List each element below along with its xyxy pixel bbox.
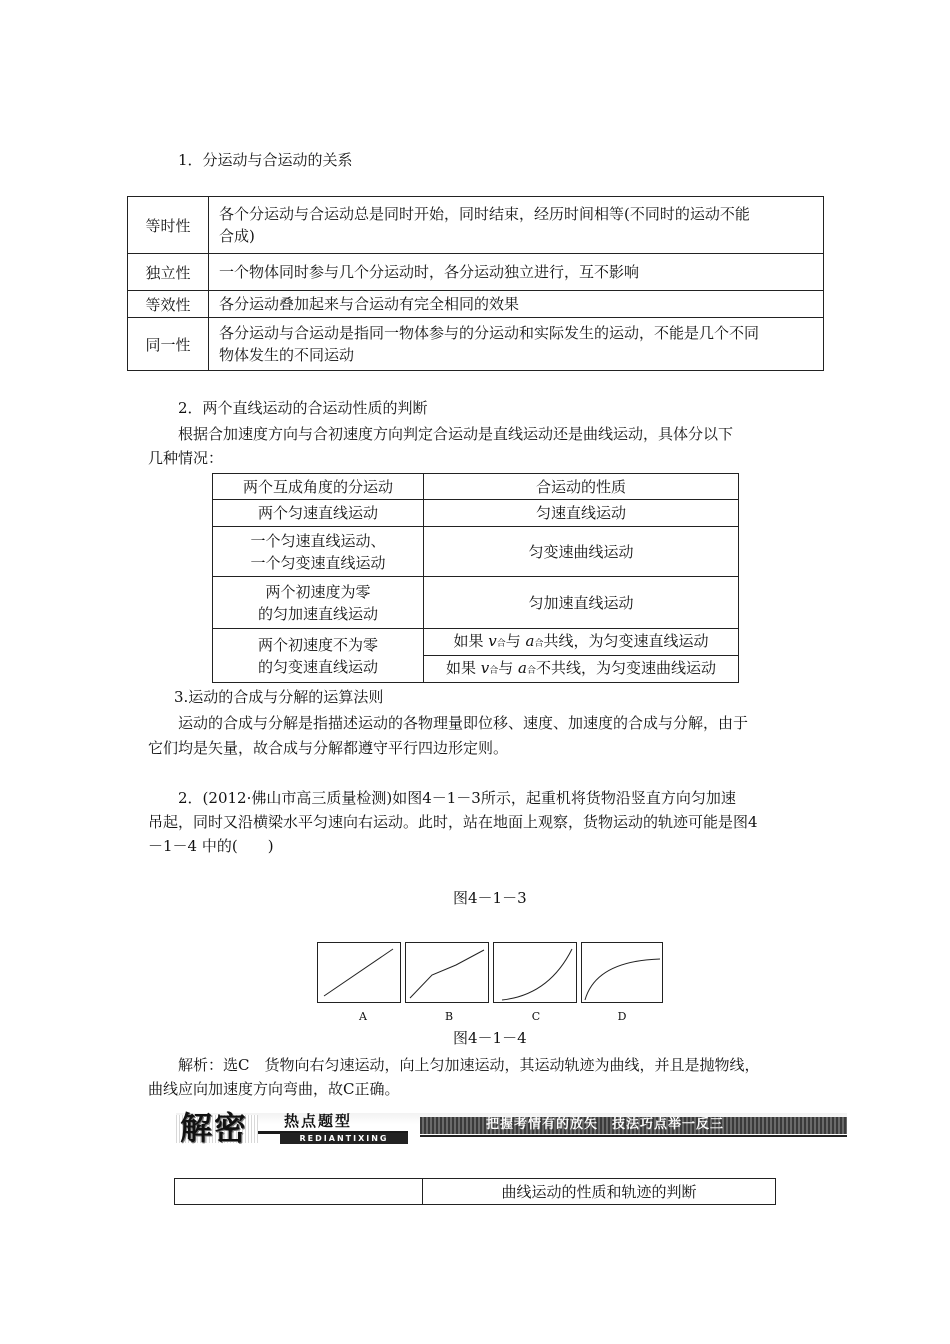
section3-line2: 它们均是矢量，故合成与分解都遵守平行四边形定则。 [148, 739, 509, 757]
row-key: 等时性 [128, 197, 209, 254]
section1-heading: 1．分运动与合运动的关系 [178, 151, 353, 169]
section2-paragraph-line1: 根据合加速度方向与合初速度方向判定合运动是直线运动还是曲线运动，具体分以下 [178, 425, 734, 443]
row-key: 同一性 [128, 318, 209, 371]
row-key: 等效性 [128, 291, 209, 318]
table-row [213, 629, 739, 656]
trajectory-panel-c [493, 942, 577, 1003]
row-value: 一个物体同时参与几个分运动时，各分运动独立进行，互不影响 [209, 254, 824, 291]
question-line1: 2．(2012·佛山市高三质量检测)如图4－1－3所示，起重机将货物沿竖直方向匀加速 [178, 789, 736, 807]
trajectory-d-graphic [582, 943, 662, 1002]
figure-4-1-3-caption: 图4－1－3 [453, 889, 527, 907]
row-right-noncollinear: 如果 v合与 a合不共线，为匀变速曲线运动 [424, 656, 739, 683]
question-line2: 吊起，同时又沿横梁水平匀速向右运动。此时，站在地面上观察，货物运动的轨迹可能是图4 [148, 813, 758, 831]
row-left: 两个初速度为零 的匀加速直线运动 [213, 577, 424, 629]
trajectory-panel-b [405, 942, 489, 1003]
trajectory-b-graphic [406, 943, 488, 1002]
row-right: 匀变速曲线运动 [424, 527, 739, 577]
banner-badge: 热点题型 [284, 1112, 353, 1130]
table-row [128, 291, 824, 318]
section3-heading: 3.运动的合成与分解的运算法则 [174, 688, 384, 706]
header-right: 合运动的性质 [424, 474, 739, 500]
row-right-collinear: 如果 v合与 a合共线，为匀变速直线运动 [424, 629, 739, 656]
row-value: 各分运动叠加起来与合运动有完全相同的效果 [209, 291, 824, 318]
figure-4-1-4-caption: 图4－1－4 [453, 1029, 527, 1047]
relation-table [127, 196, 824, 371]
section3-line1: 运动的合成与分解是指描述运动的各物理量即位移、速度、加速度的合成与分解，由于 [178, 714, 749, 732]
hot-topic-banner [176, 1109, 847, 1147]
row-left: 一个匀速直线运动、 一个匀变速直线运动 [213, 527, 424, 577]
row-key: 独立性 [128, 254, 209, 291]
panel-label-b: B [444, 1010, 454, 1023]
topic-left-cell [175, 1179, 423, 1205]
table-row [128, 197, 824, 254]
panel-label-d: D [617, 1010, 627, 1023]
trajectory-panel-a [317, 942, 401, 1003]
panel-label-a: A [359, 1010, 367, 1023]
topic-table [174, 1178, 776, 1205]
row-value: 各分运动与合运动是指同一物体参与的分运动和实际发生的运动，不能是几个不同 物体发生的不同运动 [209, 318, 824, 371]
row-right: 匀速直线运动 [424, 500, 739, 527]
table-row [128, 318, 824, 371]
banner-badge-en: REDIANTIXING [280, 1133, 408, 1144]
table-row [213, 527, 739, 577]
table-row [213, 577, 739, 629]
answer-line1: 解析：选C 货物向右匀速运动，向上匀加速运动，其运动轨迹为曲线，并且是抛物线， [178, 1056, 760, 1074]
topic-right-cell: 曲线运动的性质和轨迹的判断 [423, 1179, 776, 1205]
table-row [128, 254, 824, 291]
motion-type-table [212, 473, 739, 683]
row-value: 各个分运动与合运动总是同时开始，同时结束，经历时间相等(不同时的运动不能 合成) [209, 197, 824, 254]
section2-paragraph-line2: 几种情况： [148, 449, 224, 467]
answer-line2: 曲线应向加速度方向弯曲，故C正确。 [148, 1080, 400, 1098]
trajectory-c-graphic [494, 943, 576, 1002]
table-row [213, 500, 739, 527]
table-header-row [213, 474, 739, 500]
row-right: 匀加速直线运动 [424, 577, 739, 629]
trajectory-panel-d [581, 942, 663, 1003]
row-left: 两个匀速直线运动 [213, 500, 424, 527]
banner-title: 解密 [180, 1109, 249, 1147]
trajectory-a-graphic [318, 943, 400, 1002]
section2-heading: 2．两个直线运动的合运动性质的判断 [178, 399, 428, 417]
row-left: 两个初速度不为零 的匀变速直线运动 [213, 629, 424, 683]
banner-slogan: 把握考情有的放矢 技法巧点举一反三 [486, 1117, 725, 1132]
table-row [175, 1179, 776, 1205]
banner-rule-right [420, 1135, 847, 1137]
panel-label-c: C [531, 1010, 541, 1023]
header-left: 两个互成角度的分运动 [213, 474, 424, 500]
question-line3: －1－4 中的( ) [148, 837, 274, 855]
